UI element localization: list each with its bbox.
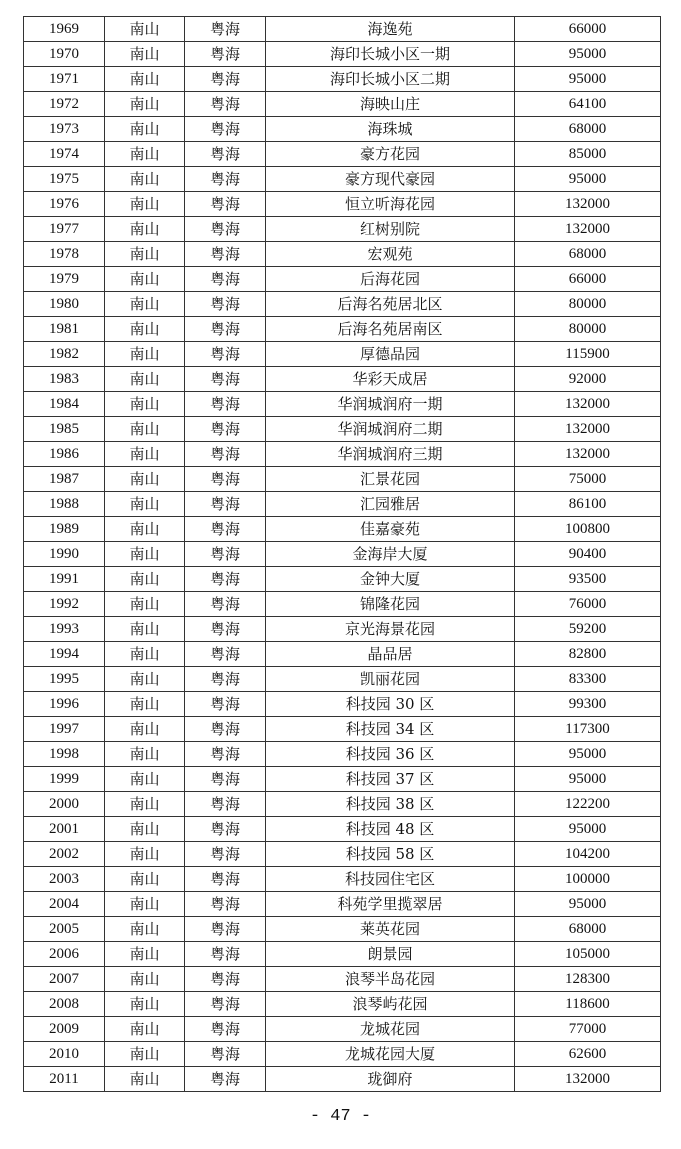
cell-community-name: 科技园 30 区 <box>266 692 515 717</box>
cell-area: 粤海 <box>185 942 266 967</box>
cell-price: 132000 <box>515 1067 661 1092</box>
cell-number: 1993 <box>24 617 105 642</box>
cell-area: 粤海 <box>185 517 266 542</box>
cell-area: 粤海 <box>185 367 266 392</box>
cell-area: 粤海 <box>185 917 266 942</box>
table-row <box>24 842 661 867</box>
cell-community-name: 金海岸大厦 <box>266 542 515 567</box>
cell-district: 南山 <box>105 192 185 217</box>
cell-community-name: 科技园住宅区 <box>266 867 515 892</box>
cell-community-name: 科苑学里揽翠居 <box>266 892 515 917</box>
cell-area: 粤海 <box>185 267 266 292</box>
table-row <box>24 192 661 217</box>
cell-price: 80000 <box>515 317 661 342</box>
cell-area: 粤海 <box>185 17 266 42</box>
cell-number: 1981 <box>24 317 105 342</box>
cell-community-name: 厚德品园 <box>266 342 515 367</box>
table-row <box>24 942 661 967</box>
cell-number: 2007 <box>24 967 105 992</box>
cell-district: 南山 <box>105 892 185 917</box>
cell-community-name: 龙城花园 <box>266 1017 515 1042</box>
cell-area: 粤海 <box>185 1067 266 1092</box>
table-row <box>24 217 661 242</box>
cell-district: 南山 <box>105 642 185 667</box>
cell-district: 南山 <box>105 1067 185 1092</box>
cell-area: 粤海 <box>185 892 266 917</box>
cell-community-name: 红树别院 <box>266 217 515 242</box>
table-row <box>24 542 661 567</box>
cell-district: 南山 <box>105 1017 185 1042</box>
table-row <box>24 1042 661 1067</box>
table-row <box>24 617 661 642</box>
cell-price: 86100 <box>515 492 661 517</box>
cell-area: 粤海 <box>185 992 266 1017</box>
cell-number: 1984 <box>24 392 105 417</box>
cell-community-name: 华润城润府一期 <box>266 392 515 417</box>
cell-community-name: 华润城润府二期 <box>266 417 515 442</box>
table-row <box>24 642 661 667</box>
cell-number: 1991 <box>24 567 105 592</box>
cell-district: 南山 <box>105 542 185 567</box>
cell-district: 南山 <box>105 392 185 417</box>
cell-district: 南山 <box>105 567 185 592</box>
cell-community-name: 浪琴屿花园 <box>266 992 515 1017</box>
cell-price: 77000 <box>515 1017 661 1042</box>
page-number: - 47 - <box>309 1107 372 1126</box>
housing-price-table-wrapper <box>23 16 660 1092</box>
cell-price: 82800 <box>515 642 661 667</box>
cell-area: 粤海 <box>185 242 266 267</box>
cell-price: 132000 <box>515 442 661 467</box>
cell-district: 南山 <box>105 142 185 167</box>
table-row <box>24 442 661 467</box>
cell-area: 粤海 <box>185 567 266 592</box>
cell-number: 1970 <box>24 42 105 67</box>
cell-district: 南山 <box>105 267 185 292</box>
cell-district: 南山 <box>105 617 185 642</box>
cell-district: 南山 <box>105 117 185 142</box>
cell-price: 66000 <box>515 267 661 292</box>
table-row <box>24 242 661 267</box>
cell-district: 南山 <box>105 167 185 192</box>
cell-area: 粤海 <box>185 42 266 67</box>
cell-district: 南山 <box>105 1042 185 1067</box>
cell-number: 1982 <box>24 342 105 367</box>
cell-community-name: 汇景花园 <box>266 467 515 492</box>
cell-number: 1973 <box>24 117 105 142</box>
cell-area: 粤海 <box>185 767 266 792</box>
table-row <box>24 817 661 842</box>
cell-number: 2011 <box>24 1067 105 1092</box>
table-row <box>24 692 661 717</box>
cell-price: 92000 <box>515 367 661 392</box>
table-row <box>24 892 661 917</box>
cell-number: 1988 <box>24 492 105 517</box>
cell-area: 粤海 <box>185 67 266 92</box>
cell-price: 95000 <box>515 42 661 67</box>
table-row <box>24 317 661 342</box>
cell-community-name: 金钟大厦 <box>266 567 515 592</box>
cell-community-name: 朗景园 <box>266 942 515 967</box>
table-row <box>24 567 661 592</box>
cell-district: 南山 <box>105 992 185 1017</box>
cell-area: 粤海 <box>185 492 266 517</box>
cell-area: 粤海 <box>185 217 266 242</box>
cell-price: 68000 <box>515 242 661 267</box>
cell-community-name: 豪方现代豪园 <box>266 167 515 192</box>
cell-number: 1998 <box>24 742 105 767</box>
cell-area: 粤海 <box>185 1017 266 1042</box>
cell-area: 粤海 <box>185 742 266 767</box>
cell-district: 南山 <box>105 442 185 467</box>
cell-community-name: 珑御府 <box>266 1067 515 1092</box>
table-row <box>24 67 661 92</box>
cell-district: 南山 <box>105 717 185 742</box>
cell-area: 粤海 <box>185 142 266 167</box>
cell-price: 95000 <box>515 892 661 917</box>
cell-community-name: 科技园 37 区 <box>266 767 515 792</box>
cell-price: 85000 <box>515 142 661 167</box>
cell-price: 76000 <box>515 592 661 617</box>
table-row <box>24 1017 661 1042</box>
cell-community-name: 华润城润府三期 <box>266 442 515 467</box>
cell-number: 1978 <box>24 242 105 267</box>
cell-number: 1972 <box>24 92 105 117</box>
table-row <box>24 17 661 42</box>
cell-area: 粤海 <box>185 792 266 817</box>
cell-area: 粤海 <box>185 1042 266 1067</box>
cell-community-name: 后海花园 <box>266 267 515 292</box>
cell-area: 粤海 <box>185 667 266 692</box>
cell-price: 95000 <box>515 767 661 792</box>
table-row <box>24 367 661 392</box>
cell-price: 105000 <box>515 942 661 967</box>
cell-price: 75000 <box>515 467 661 492</box>
table-row <box>24 517 661 542</box>
table-row <box>24 92 661 117</box>
cell-price: 104200 <box>515 842 661 867</box>
table-row <box>24 917 661 942</box>
cell-price: 59200 <box>515 617 661 642</box>
table-row <box>24 142 661 167</box>
cell-price: 132000 <box>515 392 661 417</box>
cell-number: 1980 <box>24 292 105 317</box>
cell-district: 南山 <box>105 342 185 367</box>
cell-price: 122200 <box>515 792 661 817</box>
table-row <box>24 767 661 792</box>
cell-price: 66000 <box>515 17 661 42</box>
cell-area: 粤海 <box>185 542 266 567</box>
cell-price: 95000 <box>515 817 661 842</box>
cell-price: 132000 <box>515 417 661 442</box>
cell-number: 2004 <box>24 892 105 917</box>
cell-price: 100000 <box>515 867 661 892</box>
cell-number: 1979 <box>24 267 105 292</box>
cell-area: 粤海 <box>185 867 266 892</box>
cell-number: 1989 <box>24 517 105 542</box>
cell-area: 粤海 <box>185 642 266 667</box>
cell-area: 粤海 <box>185 717 266 742</box>
cell-area: 粤海 <box>185 592 266 617</box>
cell-community-name: 科技园 34 区 <box>266 717 515 742</box>
cell-district: 南山 <box>105 467 185 492</box>
cell-district: 南山 <box>105 292 185 317</box>
table-row <box>24 667 661 692</box>
cell-price: 132000 <box>515 192 661 217</box>
cell-district: 南山 <box>105 817 185 842</box>
cell-number: 1983 <box>24 367 105 392</box>
cell-number: 2001 <box>24 817 105 842</box>
cell-district: 南山 <box>105 92 185 117</box>
cell-price: 68000 <box>515 117 661 142</box>
table-row <box>24 42 661 67</box>
cell-district: 南山 <box>105 317 185 342</box>
cell-district: 南山 <box>105 592 185 617</box>
cell-number: 1990 <box>24 542 105 567</box>
cell-community-name: 龙城花园大厦 <box>266 1042 515 1067</box>
cell-area: 粤海 <box>185 442 266 467</box>
cell-community-name: 科技园 58 区 <box>266 842 515 867</box>
table-row <box>24 717 661 742</box>
cell-number: 1997 <box>24 717 105 742</box>
table-row <box>24 167 661 192</box>
cell-number: 1987 <box>24 467 105 492</box>
cell-area: 粤海 <box>185 392 266 417</box>
cell-area: 粤海 <box>185 692 266 717</box>
housing-price-table <box>23 16 661 1092</box>
cell-community-name: 恒立听海花园 <box>266 192 515 217</box>
cell-number: 1994 <box>24 642 105 667</box>
table-row <box>24 867 661 892</box>
cell-area: 粤海 <box>185 292 266 317</box>
cell-price: 83300 <box>515 667 661 692</box>
cell-price: 100800 <box>515 517 661 542</box>
cell-district: 南山 <box>105 967 185 992</box>
cell-district: 南山 <box>105 367 185 392</box>
table-row <box>24 467 661 492</box>
cell-district: 南山 <box>105 692 185 717</box>
cell-number: 1986 <box>24 442 105 467</box>
cell-community-name: 科技园 36 区 <box>266 742 515 767</box>
cell-number: 2000 <box>24 792 105 817</box>
cell-community-name: 科技园 38 区 <box>266 792 515 817</box>
cell-district: 南山 <box>105 492 185 517</box>
table-row <box>24 1067 661 1092</box>
cell-district: 南山 <box>105 667 185 692</box>
cell-price: 132000 <box>515 217 661 242</box>
table-row <box>24 292 661 317</box>
cell-district: 南山 <box>105 417 185 442</box>
cell-community-name: 华彩天成居 <box>266 367 515 392</box>
cell-number: 1975 <box>24 167 105 192</box>
cell-area: 粤海 <box>185 342 266 367</box>
cell-community-name: 后海名苑居北区 <box>266 292 515 317</box>
cell-district: 南山 <box>105 242 185 267</box>
cell-district: 南山 <box>105 17 185 42</box>
table-row <box>24 117 661 142</box>
cell-district: 南山 <box>105 792 185 817</box>
cell-district: 南山 <box>105 42 185 67</box>
cell-number: 1969 <box>24 17 105 42</box>
cell-number: 1971 <box>24 67 105 92</box>
cell-community-name: 莱英花园 <box>266 917 515 942</box>
cell-number: 2002 <box>24 842 105 867</box>
cell-community-name: 汇园雅居 <box>266 492 515 517</box>
cell-community-name: 海逸苑 <box>266 17 515 42</box>
cell-area: 粤海 <box>185 417 266 442</box>
cell-price: 90400 <box>515 542 661 567</box>
cell-number: 1977 <box>24 217 105 242</box>
cell-community-name: 佳嘉豪苑 <box>266 517 515 542</box>
cell-number: 1995 <box>24 667 105 692</box>
cell-number: 2005 <box>24 917 105 942</box>
table-row <box>24 267 661 292</box>
table-body <box>24 17 661 1092</box>
cell-community-name: 海映山庄 <box>266 92 515 117</box>
cell-price: 99300 <box>515 692 661 717</box>
table-row <box>24 342 661 367</box>
table-row <box>24 742 661 767</box>
cell-number: 2008 <box>24 992 105 1017</box>
cell-price: 95000 <box>515 742 661 767</box>
cell-area: 粤海 <box>185 117 266 142</box>
cell-price: 115900 <box>515 342 661 367</box>
cell-price: 80000 <box>515 292 661 317</box>
cell-community-name: 宏观苑 <box>266 242 515 267</box>
cell-community-name: 海珠城 <box>266 117 515 142</box>
cell-community-name: 科技园 48 区 <box>266 817 515 842</box>
cell-area: 粤海 <box>185 817 266 842</box>
table-row <box>24 792 661 817</box>
cell-price: 95000 <box>515 67 661 92</box>
cell-number: 1996 <box>24 692 105 717</box>
cell-community-name: 晶品居 <box>266 642 515 667</box>
cell-price: 62600 <box>515 1042 661 1067</box>
cell-price: 95000 <box>515 167 661 192</box>
cell-number: 1985 <box>24 417 105 442</box>
cell-district: 南山 <box>105 217 185 242</box>
cell-district: 南山 <box>105 767 185 792</box>
cell-community-name: 京光海景花园 <box>266 617 515 642</box>
cell-number: 2010 <box>24 1042 105 1067</box>
cell-area: 粤海 <box>185 317 266 342</box>
cell-price: 68000 <box>515 917 661 942</box>
cell-number: 1999 <box>24 767 105 792</box>
cell-number: 2009 <box>24 1017 105 1042</box>
table-row <box>24 592 661 617</box>
cell-number: 1974 <box>24 142 105 167</box>
cell-district: 南山 <box>105 67 185 92</box>
table-row <box>24 967 661 992</box>
cell-district: 南山 <box>105 517 185 542</box>
cell-area: 粤海 <box>185 842 266 867</box>
table-row <box>24 417 661 442</box>
table-row <box>24 492 661 517</box>
cell-community-name: 豪方花园 <box>266 142 515 167</box>
cell-area: 粤海 <box>185 167 266 192</box>
cell-area: 粤海 <box>185 92 266 117</box>
cell-area: 粤海 <box>185 617 266 642</box>
cell-community-name: 后海名苑居南区 <box>266 317 515 342</box>
cell-community-name: 浪琴半岛花园 <box>266 967 515 992</box>
cell-community-name: 海印长城小区二期 <box>266 67 515 92</box>
cell-community-name: 锦隆花园 <box>266 592 515 617</box>
cell-price: 117300 <box>515 717 661 742</box>
cell-area: 粤海 <box>185 467 266 492</box>
cell-price: 128300 <box>515 967 661 992</box>
cell-area: 粤海 <box>185 967 266 992</box>
cell-district: 南山 <box>105 942 185 967</box>
cell-number: 1976 <box>24 192 105 217</box>
cell-price: 64100 <box>515 92 661 117</box>
table-row <box>24 992 661 1017</box>
cell-price: 93500 <box>515 567 661 592</box>
cell-community-name: 海印长城小区一期 <box>266 42 515 67</box>
cell-area: 粤海 <box>185 192 266 217</box>
cell-district: 南山 <box>105 867 185 892</box>
cell-community-name: 凯丽花园 <box>266 667 515 692</box>
table-row <box>24 392 661 417</box>
cell-price: 118600 <box>515 992 661 1017</box>
cell-district: 南山 <box>105 917 185 942</box>
cell-number: 1992 <box>24 592 105 617</box>
cell-district: 南山 <box>105 842 185 867</box>
cell-number: 2006 <box>24 942 105 967</box>
cell-district: 南山 <box>105 742 185 767</box>
cell-number: 2003 <box>24 867 105 892</box>
